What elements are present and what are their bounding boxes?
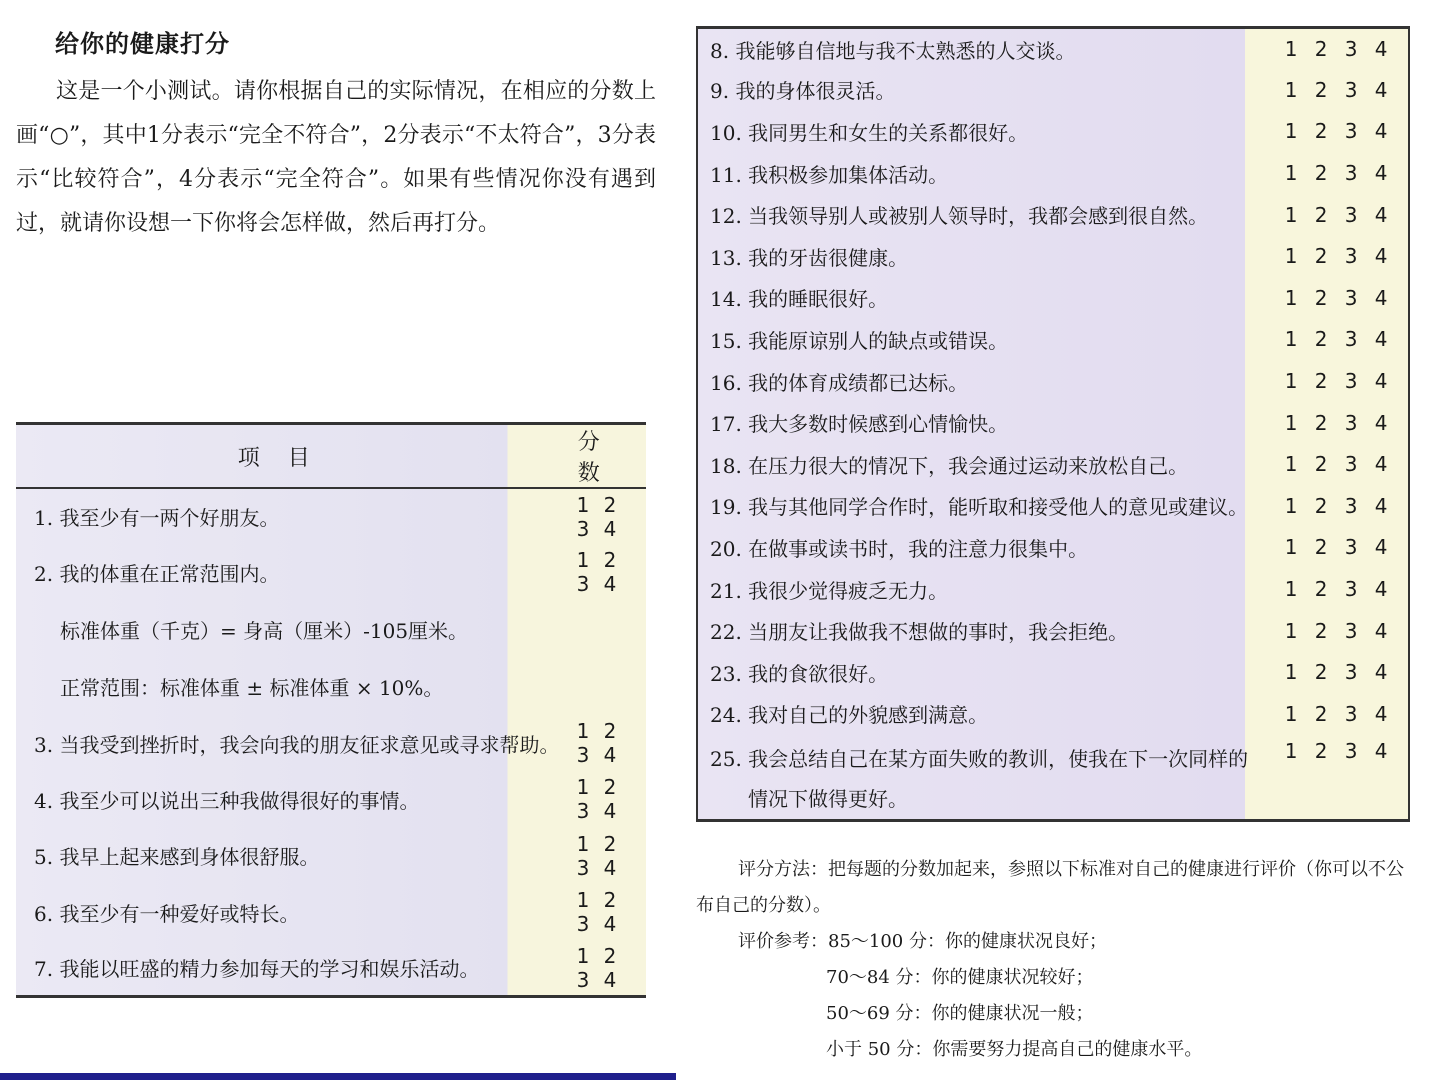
item-text [16, 771, 559, 827]
score-option-2[interactable]: 2 [603, 548, 617, 573]
item-text-main: 1. 我至少有一两个好朋友。 [34, 506, 280, 531]
score-option-4[interactable]: 4 [1374, 618, 1388, 643]
score-option-1[interactable]: 1 [1284, 119, 1298, 144]
score-option-4[interactable]: 4 [1374, 701, 1388, 726]
item-text-main: 25. 我会总结自己在某方面失败的教训，使我在下一次同样的 [710, 746, 1249, 771]
score-options [559, 544, 646, 600]
score-option-2[interactable]: 2 [603, 831, 617, 856]
score-options [1248, 527, 1409, 569]
score-option-3[interactable]: 3 [1344, 327, 1358, 352]
item-text-main: 3. 当我受到挫折时，我会向我的朋友征求意见或寻求帮助。 [34, 732, 560, 757]
item-text-main: 14. 我的睡眠很好。 [710, 287, 889, 312]
table-row [16, 544, 646, 600]
table-row [697, 28, 1409, 70]
item-text-main: 22. 当朋友让我做我不想做的事时，我会拒绝。 [710, 620, 1129, 645]
score-options [1248, 111, 1409, 153]
table-row [697, 735, 1409, 821]
score-option-2[interactable]: 2 [1314, 369, 1328, 394]
item-text-main: 17. 我大多数时候感到心情愉快。 [710, 412, 1009, 437]
item-text [697, 152, 1248, 194]
score-option-1[interactable]: 1 [1284, 660, 1298, 685]
score-option-3[interactable]: 3 [1344, 119, 1358, 144]
item-text [697, 485, 1248, 527]
item-text [697, 651, 1248, 693]
score-option-1[interactable]: 1 [576, 548, 590, 573]
left-page [0, 0, 680, 1080]
score-option-1[interactable]: 1 [1284, 161, 1298, 186]
score-option-4[interactable]: 4 [1374, 738, 1388, 763]
item-text-main: 4. 我至少可以说出三种我做得很好的事情。 [34, 788, 420, 813]
item-text [697, 693, 1248, 735]
score-option-2[interactable]: 2 [603, 719, 617, 744]
score-options [559, 771, 646, 827]
score-option-4[interactable]: 4 [1374, 202, 1388, 227]
score-option-2[interactable]: 2 [1314, 244, 1328, 269]
item-text-main: 21. 我很少觉得疲乏无力。 [710, 578, 949, 603]
table-header-row [16, 424, 646, 489]
score-option-3[interactable]: 3 [576, 967, 590, 992]
score-options [1248, 152, 1409, 194]
score-options [559, 488, 646, 544]
score-option-3[interactable]: 3 [576, 799, 590, 824]
score-options [1248, 28, 1409, 70]
score-option-2[interactable]: 2 [603, 943, 617, 968]
item-text [697, 111, 1248, 153]
score-option-4[interactable]: 4 [603, 572, 617, 597]
bottom-accent-bar [0, 1073, 676, 1080]
item-text [16, 488, 559, 544]
score-option-3[interactable]: 3 [1344, 410, 1358, 435]
item-text [697, 28, 1248, 70]
score-option-4[interactable]: 4 [1374, 452, 1388, 477]
score-option-3[interactable]: 3 [1344, 37, 1358, 62]
score-options [1248, 319, 1409, 361]
table-row [697, 443, 1409, 485]
item-text [697, 610, 1248, 652]
item-text [16, 715, 559, 771]
score-option-3[interactable]: 3 [1344, 77, 1358, 102]
score-option-3[interactable]: 3 [1344, 701, 1358, 726]
scoring-level: 50～69 分：你的健康状况一般； [826, 1003, 1094, 1024]
score-option-2[interactable]: 2 [603, 888, 617, 913]
score-option-2[interactable]: 2 [1314, 37, 1328, 62]
score-option-4[interactable]: 4 [1374, 577, 1388, 602]
table-row [697, 69, 1409, 111]
item-text-main: 23. 我的食欲很好。 [710, 661, 889, 686]
score-option-3[interactable]: 3 [1344, 244, 1358, 269]
score-option-3[interactable]: 3 [1344, 161, 1358, 186]
score-option-4[interactable]: 4 [1374, 77, 1388, 102]
score-option-1[interactable]: 1 [1284, 493, 1298, 518]
score-option-1[interactable]: 1 [576, 719, 590, 744]
score-option-2[interactable]: 2 [603, 775, 617, 800]
score-option-2[interactable]: 2 [1314, 701, 1328, 726]
score-option-3[interactable]: 3 [1344, 493, 1358, 518]
item-text [697, 735, 1248, 821]
score-option-3[interactable]: 3 [576, 912, 590, 937]
item-text [697, 194, 1248, 236]
score-option-2[interactable]: 2 [1314, 618, 1328, 643]
score-options [559, 715, 646, 771]
table-row [16, 771, 646, 827]
table-row [697, 693, 1409, 735]
score-options [1248, 277, 1409, 319]
table-row [697, 111, 1409, 153]
score-options [559, 884, 646, 940]
item-text-main: 8. 我能够自信地与我不太熟悉的人交谈。 [710, 38, 1076, 63]
scoring-section [696, 852, 1416, 1068]
score-option-2[interactable]: 2 [1314, 535, 1328, 560]
table-row [697, 651, 1409, 693]
score-options [1248, 485, 1409, 527]
item-text-main: 9. 我的身体很灵活。 [710, 79, 896, 104]
score-options [1248, 610, 1409, 652]
score-option-4[interactable]: 4 [1374, 244, 1388, 269]
score-option-4[interactable]: 4 [603, 799, 617, 824]
score-option-1[interactable]: 1 [1284, 452, 1298, 477]
score-option-1[interactable]: 1 [1284, 77, 1298, 102]
score-options [1248, 443, 1409, 485]
score-option-1[interactable]: 1 [1284, 369, 1298, 394]
item-text [697, 527, 1248, 569]
score-option-2[interactable]: 2 [1314, 660, 1328, 685]
score-options [1248, 235, 1409, 277]
score-option-1[interactable]: 1 [576, 775, 590, 800]
scoring-ref-line-1 [696, 924, 1416, 960]
score-option-4[interactable]: 4 [603, 967, 617, 992]
table-note-row [16, 601, 646, 658]
item-text-main: 19. 我与其他同学合作时，能听取和接受他人的意见或建议。 [710, 495, 1249, 520]
scoring-ref-label: 评价参考： [738, 931, 828, 952]
intro-instructions: 这是一个小测试。请你根据自己的实际情况，在相应的分数上画“○”，其中1分表示“完全不符合”，2分表示“不太符合”，3分表示“比较符合”，4分表示“完全符合”。如果有些情况你没有遇到过，就请你设想一下你将会怎样做，然后再打分。 [16, 79, 656, 236]
item-note: 正常范围：标准体重 ± 标准体重 × 10%。 [60, 675, 444, 700]
score-option-3[interactable]: 3 [1344, 535, 1358, 560]
table-row [16, 884, 646, 940]
score-options [1248, 735, 1409, 821]
item-text [697, 235, 1248, 277]
table-row [16, 715, 646, 771]
score-option-2[interactable]: 2 [1314, 161, 1328, 186]
score-option-3[interactable]: 3 [1344, 577, 1358, 602]
item-text-main: 2. 我的体重在正常范围内。 [34, 561, 280, 586]
score-option-1[interactable]: 1 [1284, 37, 1298, 62]
score-option-2[interactable]: 2 [1314, 77, 1328, 102]
score-option-4[interactable]: 4 [1374, 410, 1388, 435]
score-option-3[interactable]: 3 [1344, 738, 1358, 763]
score-option-3[interactable]: 3 [1344, 452, 1358, 477]
score-option-2[interactable]: 2 [1314, 493, 1328, 518]
table-row [697, 485, 1409, 527]
score-option-3[interactable]: 3 [576, 572, 590, 597]
score-option-3[interactable]: 3 [576, 516, 590, 541]
score-options [559, 940, 646, 996]
header-score: 分数 [577, 430, 628, 486]
item-text [697, 443, 1248, 485]
score-options [1248, 69, 1409, 111]
item-text [697, 69, 1248, 111]
item-text-main: 7. 我能以旺盛的精力参加每天的学习和娱乐活动。 [34, 957, 480, 982]
score-option-4[interactable]: 4 [1374, 161, 1388, 186]
item-text-main: 6. 我至少有一种爱好或特长。 [34, 901, 300, 926]
score-option-1[interactable]: 1 [1284, 535, 1298, 560]
score-option-3[interactable]: 3 [1344, 202, 1358, 227]
score-option-4[interactable]: 4 [1374, 493, 1388, 518]
score-table-right [696, 26, 1410, 822]
score-option-4[interactable]: 4 [1374, 285, 1388, 310]
score-option-4[interactable]: 4 [1374, 37, 1388, 62]
score-option-1[interactable]: 1 [1284, 285, 1298, 310]
item-text-main: 5. 我早上起来感到身体很舒服。 [34, 845, 320, 870]
score-option-4[interactable]: 4 [1374, 119, 1388, 144]
table-row [16, 940, 646, 996]
score-option-1[interactable]: 1 [1284, 577, 1298, 602]
score-option-3[interactable]: 3 [1344, 618, 1358, 643]
score-option-2[interactable]: 2 [1314, 327, 1328, 352]
table-row [697, 610, 1409, 652]
score-option-2[interactable]: 2 [1314, 410, 1328, 435]
score-option-2[interactable]: 2 [1314, 452, 1328, 477]
score-option-3[interactable]: 3 [576, 743, 590, 768]
score-option-3[interactable]: 3 [1344, 660, 1358, 685]
score-option-2[interactable]: 2 [1314, 285, 1328, 310]
item-text [697, 568, 1248, 610]
scoring-level: 70～84 分：你的健康状况较好； [826, 967, 1094, 988]
score-option-3[interactable]: 3 [576, 855, 590, 880]
table-note-row [16, 658, 646, 715]
table-row [697, 402, 1409, 444]
score-option-1[interactable]: 1 [1284, 701, 1298, 726]
scoring-ref-line-4 [696, 1032, 1416, 1068]
score-options [1248, 568, 1409, 610]
score-options [1248, 402, 1409, 444]
score-option-2[interactable]: 2 [1314, 202, 1328, 227]
item-text-main: 18. 在压力很大的情况下，我会通过运动来放松自己。 [710, 453, 1189, 478]
table-row [16, 828, 646, 884]
score-option-1[interactable]: 1 [1284, 618, 1298, 643]
item-text [697, 402, 1248, 444]
table-row [16, 488, 646, 544]
score-option-1[interactable]: 1 [576, 492, 590, 517]
item-text [697, 277, 1248, 319]
score-option-4[interactable]: 4 [603, 912, 617, 937]
score-options [559, 658, 646, 715]
table-row [697, 235, 1409, 277]
score-options [1248, 360, 1409, 402]
intro-title: 给你的健康打分 [55, 30, 230, 58]
score-option-1[interactable]: 1 [576, 943, 590, 968]
scoring-level: 小于 50 分：你需要努力提高自己的健康水平。 [826, 1039, 1203, 1060]
score-table-left [16, 422, 646, 998]
score-option-2[interactable]: 2 [1314, 577, 1328, 602]
header-item: 项目 [237, 445, 338, 471]
item-text [16, 884, 559, 940]
item-text [16, 544, 559, 600]
score-option-1[interactable]: 1 [576, 888, 590, 913]
item-text-continued: 情况下做得更好。 [748, 786, 908, 811]
score-option-2[interactable]: 2 [603, 492, 617, 517]
right-page [690, 0, 1440, 1080]
item-text-main: 20. 在做事或读书时，我的注意力很集中。 [710, 536, 1089, 561]
score-options [1248, 651, 1409, 693]
scoring-ref-line-2 [696, 960, 1416, 996]
score-options [1248, 693, 1409, 735]
score-option-2[interactable]: 2 [1314, 119, 1328, 144]
table-row [697, 152, 1409, 194]
score-option-4[interactable]: 4 [1374, 327, 1388, 352]
score-option-1[interactable]: 1 [1284, 327, 1298, 352]
scoring-method: 评分方法：把每题的分数加起来，参照以下标准对自己的健康进行评价（你可以不公布自己的分数）。 [696, 859, 1404, 916]
score-option-3[interactable]: 3 [1344, 285, 1358, 310]
scoring-level: 85～100 分：你的健康状况良好； [828, 931, 1107, 952]
score-option-1[interactable]: 1 [1284, 410, 1298, 435]
score-option-4[interactable]: 4 [603, 743, 617, 768]
item-text-main: 10. 我同男生和女生的关系都很好。 [710, 120, 1029, 145]
item-text [697, 360, 1248, 402]
score-option-1[interactable]: 1 [1284, 202, 1298, 227]
item-text-main: 15. 我能原谅别人的缺点或错误。 [710, 328, 1009, 353]
score-options [559, 601, 646, 658]
score-option-1[interactable]: 1 [576, 831, 590, 856]
table-row [697, 360, 1409, 402]
item-text [16, 828, 559, 884]
table-row [697, 194, 1409, 236]
item-text-main: 13. 我的牙齿很健康。 [710, 245, 909, 270]
scoring-ref-line-3 [696, 996, 1416, 1032]
item-text [697, 319, 1248, 361]
item-text-main: 12. 当我领导别人或被别人领导时，我都会感到很自然。 [710, 204, 1209, 229]
item-text [16, 940, 559, 996]
score-option-2[interactable]: 2 [1314, 738, 1328, 763]
score-option-4[interactable]: 4 [1374, 369, 1388, 394]
score-options [559, 828, 646, 884]
score-option-4[interactable]: 4 [1374, 660, 1388, 685]
score-option-4[interactable]: 4 [603, 855, 617, 880]
table-row [697, 568, 1409, 610]
item-text-main: 11. 我积极参加集体活动。 [710, 162, 949, 187]
table-row [697, 277, 1409, 319]
score-option-1[interactable]: 1 [1284, 738, 1298, 763]
table-row [697, 319, 1409, 361]
item-text-main: 24. 我对自己的外貌感到满意。 [710, 703, 989, 728]
score-option-4[interactable]: 4 [603, 516, 617, 541]
score-option-4[interactable]: 4 [1374, 535, 1388, 560]
item-note: 标准体重（千克）= 身高（厘米）-105厘米。 [60, 618, 469, 643]
score-options [1248, 194, 1409, 236]
score-option-3[interactable]: 3 [1344, 369, 1358, 394]
score-option-1[interactable]: 1 [1284, 244, 1298, 269]
table-row [697, 527, 1409, 569]
item-text-main: 16. 我的体育成绩都已达标。 [710, 370, 969, 395]
